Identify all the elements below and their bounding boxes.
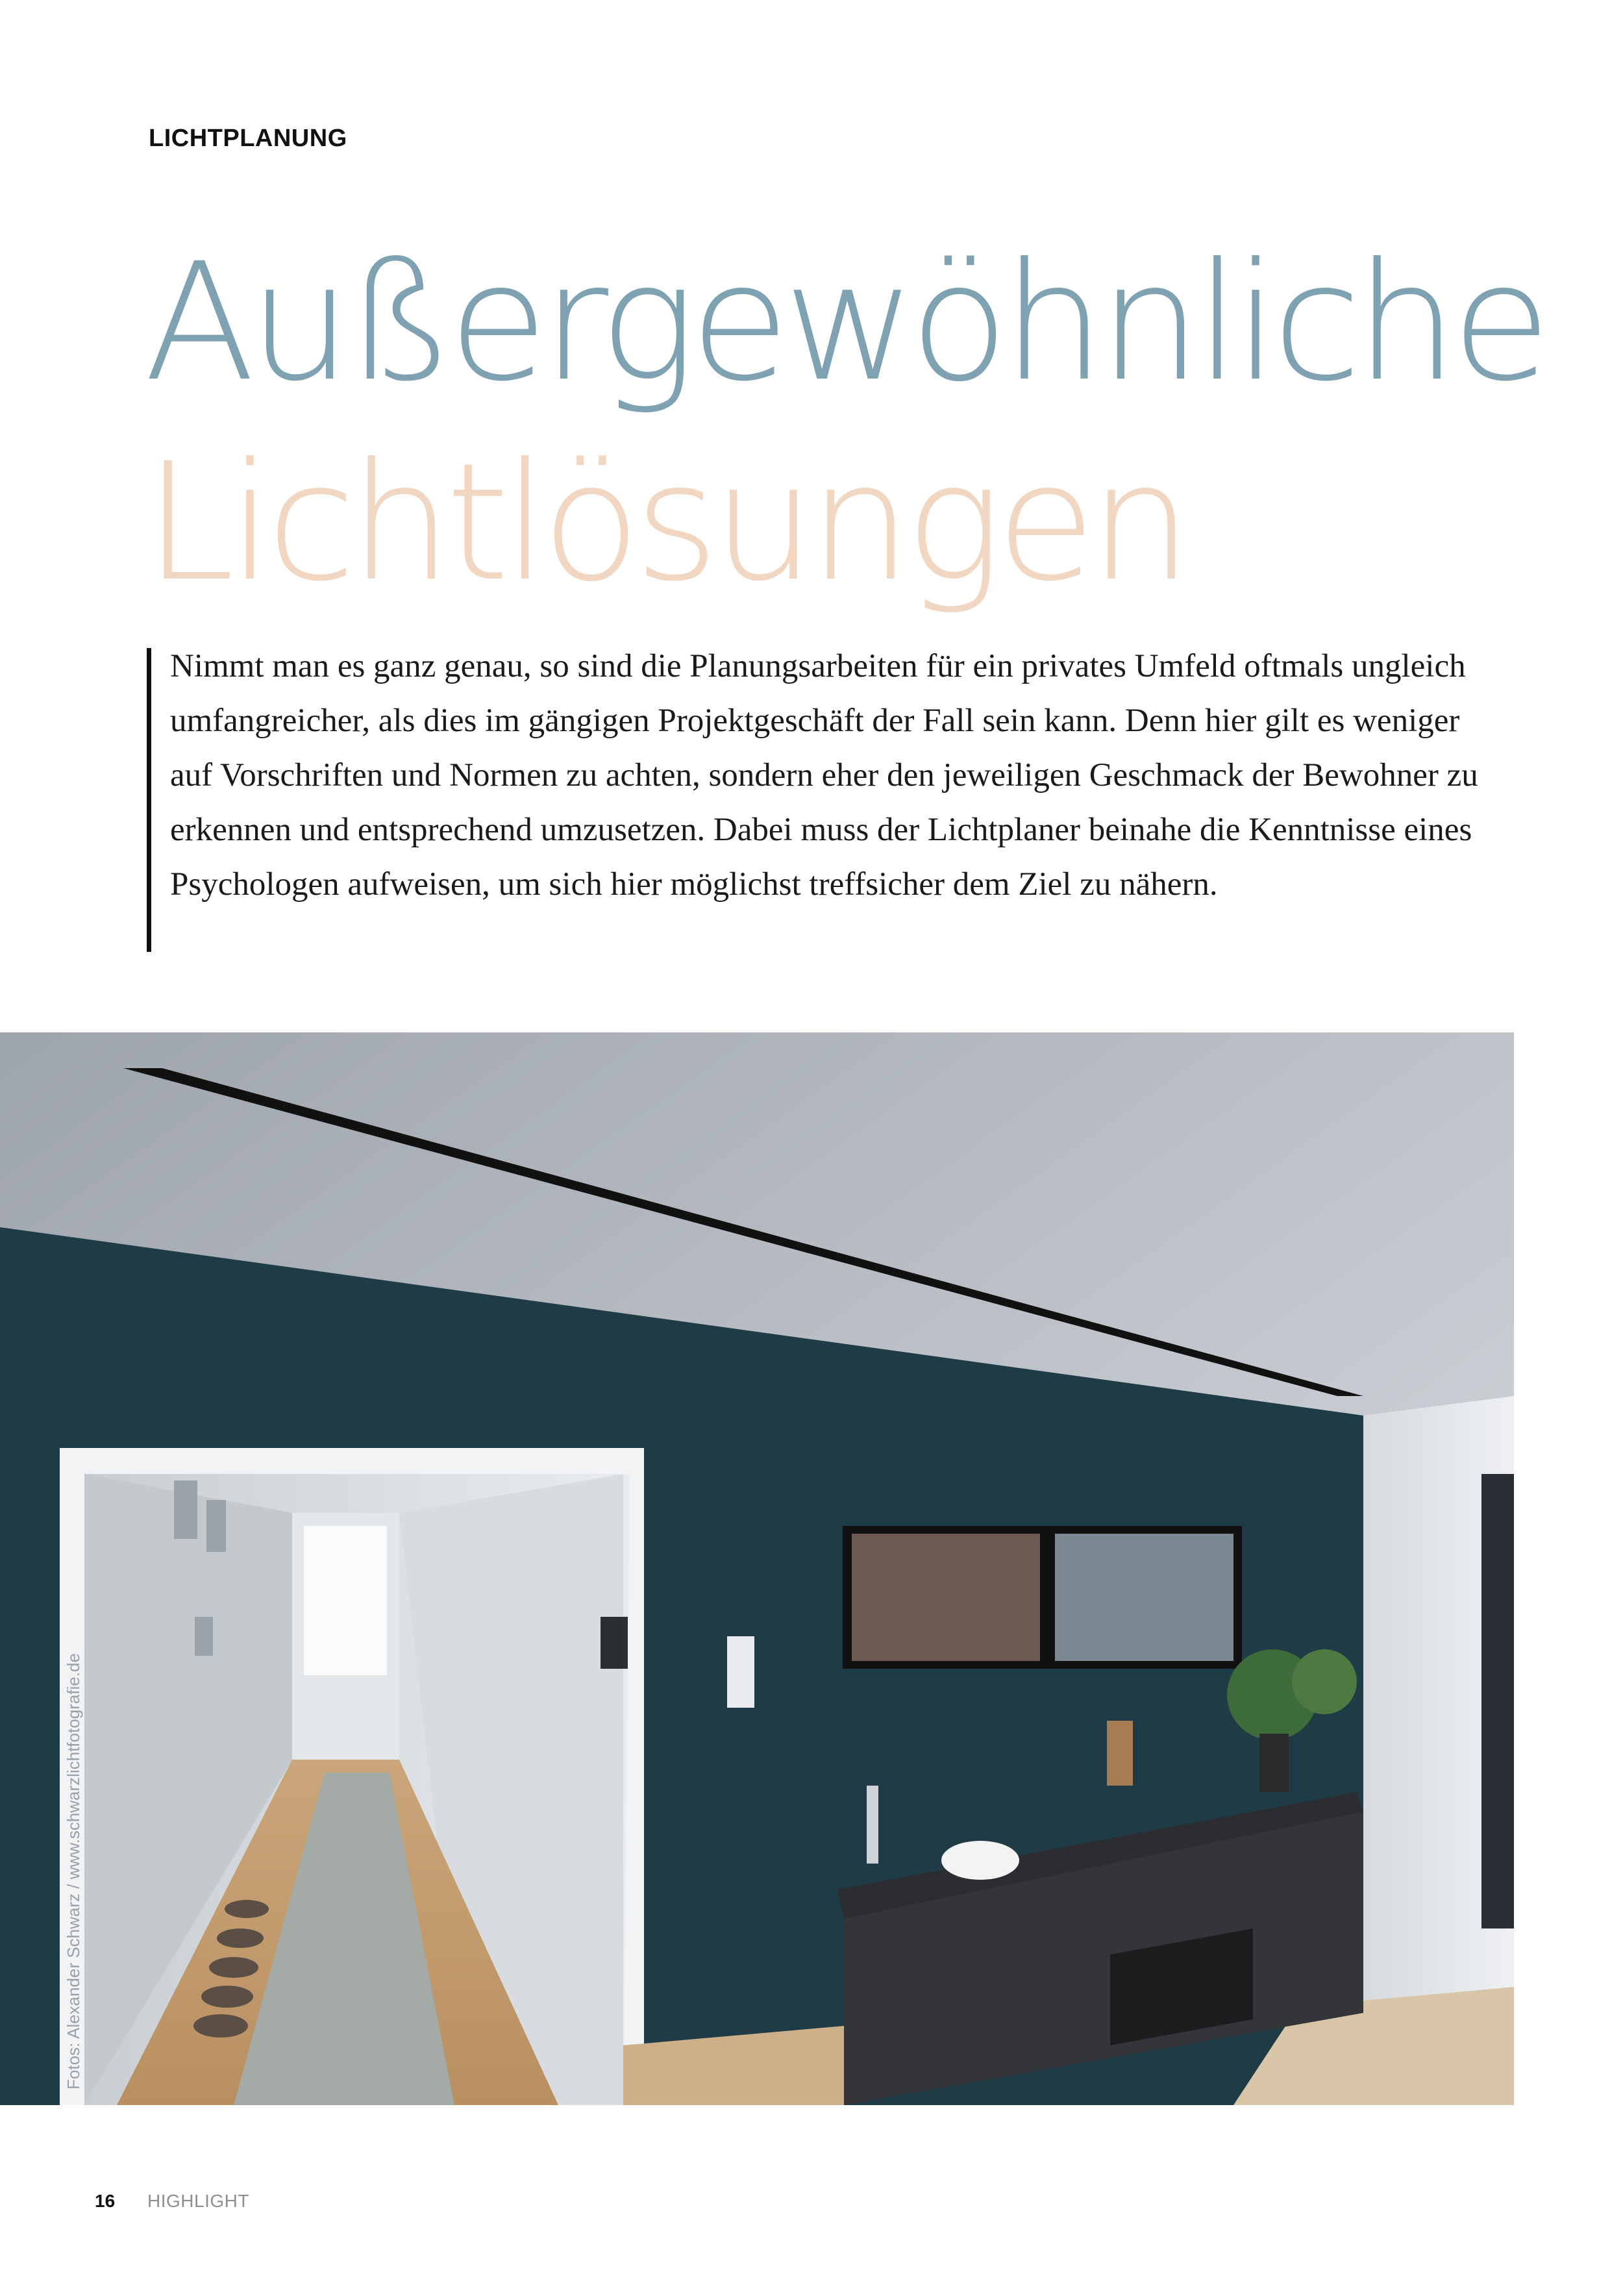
photo-credit: Fotos: Alexander Schwarz / www.schwarzlichtfotografie.de [64, 1653, 83, 2090]
lead-accent-bar [147, 648, 151, 952]
headline-line-2: Lichtlösungen [144, 428, 1186, 617]
interior-photo [0, 1032, 1514, 2105]
page-number: 16 [95, 2191, 116, 2211]
headline-line-1: Außergewöhnliche [144, 228, 1545, 417]
section-label: LICHTPLANUNG [149, 125, 347, 152]
magazine-name: HIGHLIGHT [147, 2191, 249, 2211]
lead-paragraph: Nimmt man es ganz genau, so sind die Planungsarbeiten für ein privates Umfeld oftmals ungleich umfangreicher, als dies im gängigen Projektgeschäft der Fall sein kann. Denn hier gilt es weniger auf Vorschriften und Normen zu achten, sondern eher den jeweiligen Geschmack der Bewohner zu erkennen und entsprechend umzusetzen. Dabei muss der Lichtplaner beinahe die Kenntnisse eines Psychologen aufweisen, um sich hier möglichst treffsicher dem Ziel zu nähern. [170, 648, 1478, 903]
